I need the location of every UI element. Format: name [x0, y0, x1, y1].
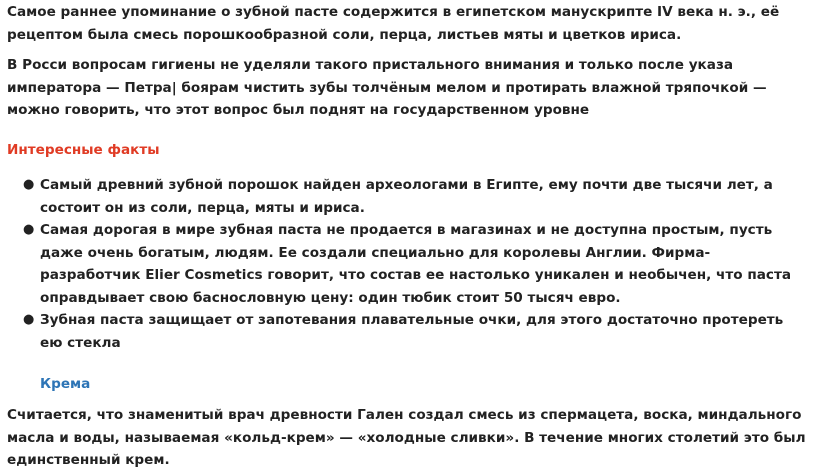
text-run: . [676, 26, 682, 43]
text-run: Самое раннее упоминание о зубной пасте содержится в египетском манускрипте IV века н. э., её рецептом была смесь порошкообразной [7, 4, 780, 43]
facts-list [0, 174, 810, 354]
keyword-chalk: мелом [435, 79, 487, 96]
keyword-peter: Петра| [124, 79, 177, 96]
keyword-salt: соли [332, 26, 370, 43]
text-run: не уделяли такого пристального внимания и только после указа императора — [7, 57, 734, 96]
text-run: и протирать влажной тряпочкой — можно говорить, что этот вопрос был поднят на государственном уровне [7, 79, 767, 118]
creams-paragraph: Считается, что знаменитый врач древности Гален создал смесь из спермацета, воска, миндального масла и воды, называемая «кольд-крем» — «холодные сливки». В течение многих столетий это был единственный крем. [7, 407, 806, 468]
bullet-icon: ● [23, 222, 35, 237]
bullet-icon: ● [23, 312, 35, 327]
keyword-mint: мяты [503, 26, 544, 43]
list-item [0, 174, 810, 219]
fact-text: Самый древний зубной порошок найден археологами в Египте, ему почти две тысячи лет, а состоит он из соли, перца, мяты и ириса. [40, 177, 773, 216]
text-run: и цветков [543, 26, 631, 43]
text-run: боярам чистить зубы толчёным [176, 79, 436, 96]
text-run: , [369, 26, 380, 43]
creams-heading: Крема [40, 376, 91, 392]
text-run: , листьев [426, 26, 504, 43]
fact-text: Самая дорогая в мире зубная паста не продается в магазинах и не доступна простым, пусть даже очень богатым, людям. Ее создали специально для королевы Англии. Фирма-разработчик Elier Cosmetics говорит, что состав ее настолько уникален и необычен, что паста оправдывает свою баснословную цену: один тюбик стоит 50 тысяч евро. [40, 222, 791, 306]
fact-text: Зубная паста защищает от запотевания плавательные очки, для этого достаточно протереть ею стекла [40, 312, 784, 351]
facts-heading: Интересные факты [7, 142, 160, 158]
list-item [0, 219, 810, 309]
keyword-hygiene: гигиены [151, 57, 216, 73]
keyword-pepper: перца [379, 26, 427, 43]
text-run: вопросам [67, 57, 152, 73]
list-item [0, 309, 810, 354]
keyword-russia: Росси [22, 57, 68, 73]
keyword-iris: ириса [630, 26, 677, 43]
text-run: В [7, 57, 23, 73]
bullet-icon: ● [23, 177, 35, 192]
intro-paragraph-2 [7, 54, 810, 122]
intro-paragraph-1 [7, 1, 810, 46]
